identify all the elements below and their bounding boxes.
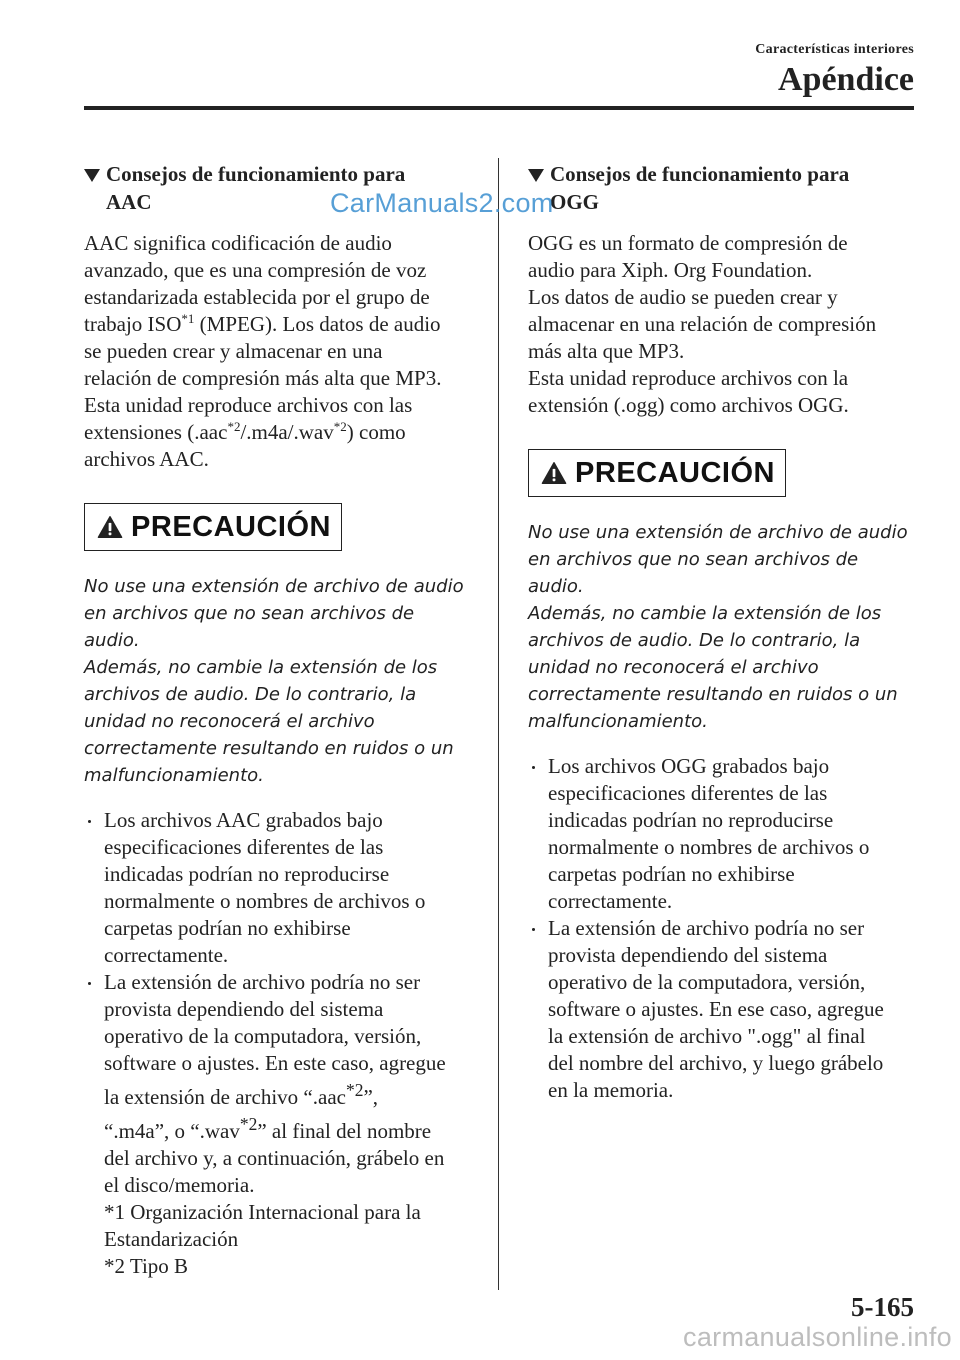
- caution-line: No use una extensión de archivo de audio: [84, 576, 464, 597]
- aac-para-line: trabajo ISO: [84, 312, 182, 336]
- caution-line: correctamente resultando en ruidos o un: [528, 684, 898, 705]
- aac-para-line: Esta unidad reproduce archivos con las: [84, 393, 413, 417]
- footnote-line: *1 Organización Internacional para la: [104, 1200, 421, 1224]
- caution-line: en archivos que no sean archivos de audio.: [528, 549, 859, 597]
- caution-line: malfuncionamiento.: [84, 765, 264, 786]
- aac-para-line: estandarizada establecida por el grupo de: [84, 285, 430, 309]
- aac-para-line: ) como: [346, 420, 406, 444]
- footnote-line: *2 Tipo B: [104, 1254, 189, 1278]
- bullet-line: correctamente.: [548, 889, 673, 913]
- aac-para-line: archivos AAC.: [84, 447, 209, 471]
- caution-line: archivos de audio. De lo contrario, la: [528, 630, 861, 651]
- bullet-dot-icon: [88, 982, 91, 985]
- caution-label: PRECAUCIÓN: [131, 510, 331, 543]
- aac-heading-line1: Consejos de funcionamiento para: [106, 162, 406, 186]
- triangle-down-icon: [84, 169, 100, 182]
- caution-line: correctamente resultando en ruidos o un: [84, 738, 454, 759]
- caution-line: No use una extensión de archivo de audio: [528, 522, 908, 543]
- aac-para-line: (MPEG). Los datos de audio: [194, 312, 441, 336]
- header-title: Apéndice: [778, 61, 914, 98]
- aac-para-line: se pueden crear y almacenar en una: [84, 339, 383, 363]
- watermark-top: CarManuals2.com: [330, 188, 554, 218]
- aac-heading-line2: AAC: [106, 190, 152, 214]
- footnote-marker: *2: [333, 419, 347, 434]
- ogg-paragraph: [528, 230, 913, 419]
- aac-para-line: extensiones (.aac: [84, 420, 228, 444]
- bullet-line: ”,: [363, 1085, 379, 1109]
- bullet-line: especificaciones diferentes de las: [104, 835, 384, 859]
- bullet-line: indicadas podrían no reproducirse: [104, 862, 390, 886]
- left-column: [84, 160, 469, 1280]
- right-column: [528, 160, 913, 1104]
- caution-line: unidad no reconocerá el archivo: [528, 657, 819, 678]
- bullet-line: La extensión de archivo podría no ser: [548, 916, 865, 940]
- bullet-line: especificaciones diferentes de las: [548, 781, 828, 805]
- caution-text: [84, 573, 469, 789]
- page-number: 5-165: [851, 1292, 914, 1322]
- bullet-line: operativo de la computadora, versión,: [548, 970, 866, 994]
- footnote-marker: *1: [181, 311, 195, 326]
- warning-triangle-icon: [97, 510, 123, 544]
- ogg-heading: [528, 160, 913, 216]
- bullet-line: provista dependiendo del sistema: [104, 997, 384, 1021]
- caution-line: malfuncionamiento.: [528, 711, 708, 732]
- column-divider: [498, 158, 499, 1290]
- ogg-para-line: extensión (.ogg) como archivos OGG.: [528, 393, 849, 417]
- header-section: Características interiores: [755, 42, 914, 57]
- list-item: [104, 969, 469, 1199]
- caution-line: Además, no cambie la extensión de los: [84, 657, 438, 678]
- aac-para-line: /.m4a/.wav: [240, 420, 334, 444]
- bullet-line: en la memoria.: [548, 1078, 674, 1102]
- ogg-bullet-list: [528, 753, 913, 1104]
- bullet-line: Los archivos AAC grabados bajo: [104, 808, 383, 832]
- bullet-line: software o ajustes. En este caso, agregue: [104, 1051, 446, 1075]
- aac-para-line: AAC significa codificación de audio: [84, 231, 392, 255]
- bullet-dot-icon: [532, 928, 535, 931]
- caution-line: en archivos que no sean archivos de audio.: [84, 603, 415, 651]
- bullet-line: indicadas podrían no reproducirse: [548, 808, 834, 832]
- bullet-line: “.m4a”, o “.wav: [104, 1119, 240, 1143]
- bullet-line: Los archivos OGG grabados bajo: [548, 754, 830, 778]
- footnote-marker: *2: [227, 419, 241, 434]
- bullet-line: la extensión de archivo ".ogg" al final: [548, 1024, 866, 1048]
- caution-text: [528, 519, 913, 735]
- footnote-marker: *2: [239, 1114, 258, 1134]
- list-item: [548, 753, 913, 915]
- footnote-marker: *2: [345, 1080, 364, 1100]
- header-rule: [84, 106, 914, 110]
- bullet-line: la extensión de archivo “.aac: [104, 1085, 346, 1109]
- bullet-line: carpetas podrían no exhibirse: [104, 916, 351, 940]
- bullet-line: normalmente o nombres de archivos o: [548, 835, 870, 859]
- bullet-line: ” al final del nombre: [257, 1119, 432, 1143]
- ogg-para-line: Los datos de audio se pueden crear y: [528, 285, 838, 309]
- list-item: [104, 807, 469, 969]
- caution-line: archivos de audio. De lo contrario, la: [84, 684, 417, 705]
- bullet-line: operativo de la computadora, versión,: [104, 1024, 422, 1048]
- ogg-para-line: Esta unidad reproduce archivos con la: [528, 366, 849, 390]
- list-item: [548, 915, 913, 1104]
- bullet-line: normalmente o nombres de archivos o: [104, 889, 426, 913]
- caution-line: unidad no reconocerá el archivo: [84, 711, 375, 732]
- bullet-line: del archivo y, a continuación, grábelo en: [104, 1146, 445, 1170]
- watermark-bottom: carmanualsonline.info: [683, 1322, 952, 1352]
- aac-bullet-list: [84, 807, 469, 1199]
- aac-para-line: avanzado, que es una compresión de voz: [84, 258, 427, 282]
- aac-para-line: relación de compresión más alta que MP3.: [84, 366, 442, 390]
- bullet-line: del nombre del archivo, y luego grábelo: [548, 1051, 884, 1075]
- ogg-para-line: almacenar en una relación de compresión: [528, 312, 877, 336]
- bullet-dot-icon: [532, 766, 535, 769]
- ogg-para-line: más alta que MP3.: [528, 339, 685, 363]
- ogg-para-line: audio para Xiph. Org Foundation.: [528, 258, 813, 282]
- bullet-line: La extensión de archivo podría no ser: [104, 970, 421, 994]
- footnotes: [84, 1199, 469, 1280]
- ogg-heading-line2: OGG: [550, 190, 600, 214]
- footnote-line: Estandarización: [104, 1227, 239, 1251]
- triangle-down-icon: [528, 169, 544, 182]
- aac-paragraph: [84, 230, 469, 473]
- bullet-line: carpetas podrían no exhibirse: [548, 862, 795, 886]
- caution-box: [528, 449, 786, 497]
- bullet-line: provista dependiendo del sistema: [548, 943, 828, 967]
- bullet-line: software o ajustes. En ese caso, agregue: [548, 997, 884, 1021]
- bullet-line: correctamente.: [104, 943, 229, 967]
- ogg-heading-line1: Consejos de funcionamiento para: [550, 162, 850, 186]
- caution-label: PRECAUCIÓN: [575, 456, 775, 489]
- bullet-line: el disco/memoria.: [104, 1173, 255, 1197]
- caution-line: Además, no cambie la extensión de los: [528, 603, 882, 624]
- warning-triangle-icon: [541, 456, 567, 490]
- bullet-dot-icon: [88, 820, 91, 823]
- ogg-para-line: OGG es un formato de compresión de: [528, 231, 848, 255]
- caution-box: [84, 503, 342, 551]
